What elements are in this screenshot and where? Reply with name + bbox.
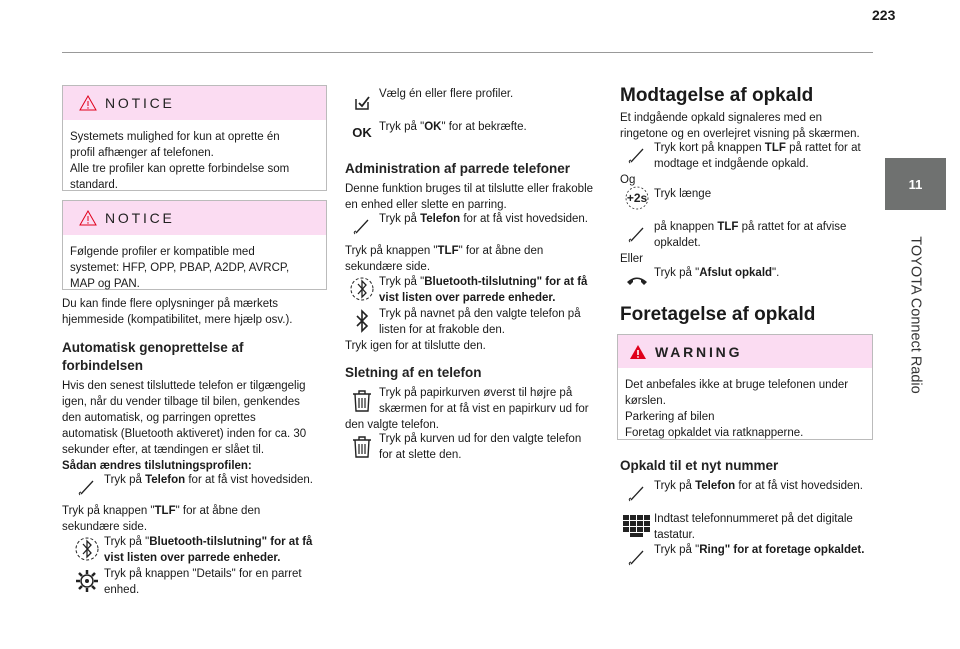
bluetooth-icon: [354, 309, 370, 333]
step-phone: Tryk på Telefon for at få vist hovedsiden.: [70, 472, 335, 497]
bluetooth-icon: [73, 534, 101, 564]
info-paragraph: Du kan finde flere oplysninger på mærkets hjemmeside (kompatibilitet, mere hjælp osv.).: [62, 298, 293, 326]
step-end-call: Tryk på "Afslut opkald".: [620, 265, 875, 287]
keypad-icon: [623, 515, 651, 537]
svg-text:+2s: +2s: [626, 191, 648, 205]
warning-triangle-icon: [79, 95, 97, 111]
reconnect-paragraph: Hvis den senest tilsluttede telefon er tilgængelig igen, når du vender tilbage til bilen, genkendes den automatisk, og parringen oprettes automatisk (Bluetooth aktiveret) inden for ca. 30 sekunder efter, at tændingen er slået til. Sådan ændres tilslutningsprofilen:: [62, 380, 307, 472]
warning-triangle-icon: [629, 344, 647, 360]
step-trash-cont: den valgte telefon.: [345, 419, 439, 431]
step-bluetooth: Tryk på "Bluetooth-tilslutning" for at få vist listen over parrede enheder.: [345, 274, 610, 306]
manage-paragraph: Denne funktion bruges til at tilslutte eller frakoble en enhed eller slette en parring.: [345, 183, 594, 211]
step-bluetooth: Tryk på "Bluetooth-tilslutning" for at få vist listen over parrede enheder.: [70, 534, 335, 566]
section-heading: Automatisk genoprettelse af forbindelsen: [62, 340, 244, 373]
warning-triangle-icon: [79, 210, 97, 226]
step-trash-delete: Tryk på kurven ud for den valgte telefon for at slette den.: [345, 431, 610, 463]
notice-box-1: [62, 85, 327, 191]
warning-text: Det anbefales ikke at bruge telefonen under kørslen. Parkering af bilen Foretag opkaldet via ratknapperne.: [625, 379, 849, 439]
header-rule: [62, 52, 873, 53]
long-press-2s-icon: [621, 186, 653, 210]
section-heading: Sletning af en telefon: [345, 365, 482, 380]
step-trash-top: Tryk på papirkurven øverst til højre på skærmen for at få vist en papirkurv ud for: [345, 385, 610, 417]
step-tlf-reject: på knappen TLF på rattet for at afvise opkaldet.: [620, 219, 875, 251]
settings-gear-icon: [73, 566, 101, 596]
trash-icon: [351, 389, 373, 413]
tap-finger-icon: [352, 216, 372, 236]
step-keypad: Indtast telefonnummeret på det digitale tastatur.: [620, 511, 875, 543]
step-disconnect: Tryk på navnet på den valgte telefon på listen for at frakoble den.: [345, 306, 610, 338]
trash-icon: [351, 435, 373, 459]
bluetooth-icon: [348, 274, 376, 304]
section-title: Foretagelse af opkald: [620, 304, 816, 325]
step-tlf-short: Tryk kort på knappen TLF på rattet for at modtage et indgående opkald.: [620, 140, 875, 172]
tap-finger-icon: [627, 224, 647, 244]
step-long-press: +2s Tryk længe: [620, 186, 875, 210]
notice-text: Systemets mulighed for kun at oprette én profil afhænger af telefonen. Alle tre profiler kan oprette forbindelse som standard.: [70, 131, 290, 191]
page-number: 223: [872, 7, 896, 23]
tlf-paragraph: Tryk på knappen "TLF" for at åbne den sekundære side.: [62, 505, 261, 533]
warning-box: [617, 334, 873, 440]
chapter-title: TOYOTA Connect Radio: [908, 236, 924, 394]
notice-title: NOTICE: [105, 95, 175, 111]
section-heading: Administration af parrede telefoner: [345, 161, 571, 176]
tap-finger-icon: [627, 547, 647, 567]
checkbox-icon: [353, 94, 371, 112]
section-title: Modtagelse af opkald: [620, 85, 814, 106]
tlf-paragraph: Tryk på knappen "TLF" for at åbne den sekundære side.: [345, 245, 544, 273]
hang-up-icon: [625, 273, 649, 287]
notice-text: Følgende profiler er kompatible med systemet: HFP, OPP, PBAP, A2DP, AVRCP, MAP og PAN.: [70, 246, 290, 290]
step-ok: OK Tryk på "OK" for at bekræfte.: [352, 121, 527, 140]
tap-finger-icon: [627, 145, 647, 165]
step-phone: Tryk på Telefon for at få vist hovedsiden.: [345, 211, 610, 236]
reconnect-text: Tryk igen for at tilslutte den.: [345, 340, 486, 352]
and-text: Og: [620, 174, 636, 186]
notice-box-2: [62, 200, 327, 290]
step-select-profile: Vælg én eller flere profiler.: [345, 86, 605, 112]
step-details: Tryk på knappen "Details" for en parret enhed.: [70, 566, 335, 598]
ok-icon: OK: [352, 125, 372, 140]
step-phone: Tryk på Telefon for at få vist hovedsiden.: [620, 478, 875, 503]
section-heading: Opkald til et nyt nummer: [620, 458, 779, 473]
warning-title: WARNING: [655, 343, 743, 360]
notice-title: NOTICE: [105, 210, 175, 226]
tap-finger-icon: [77, 477, 97, 497]
tap-finger-icon: [627, 483, 647, 503]
chapter-tab: 11: [885, 158, 946, 210]
or-text: Eller: [620, 253, 644, 265]
receive-paragraph: Et indgående opkald signaleres med en ringetone og en overlejret visning på skærmen.: [620, 112, 860, 140]
step-ring: Tryk på "Ring" for at foretage opkaldet.: [620, 542, 875, 567]
